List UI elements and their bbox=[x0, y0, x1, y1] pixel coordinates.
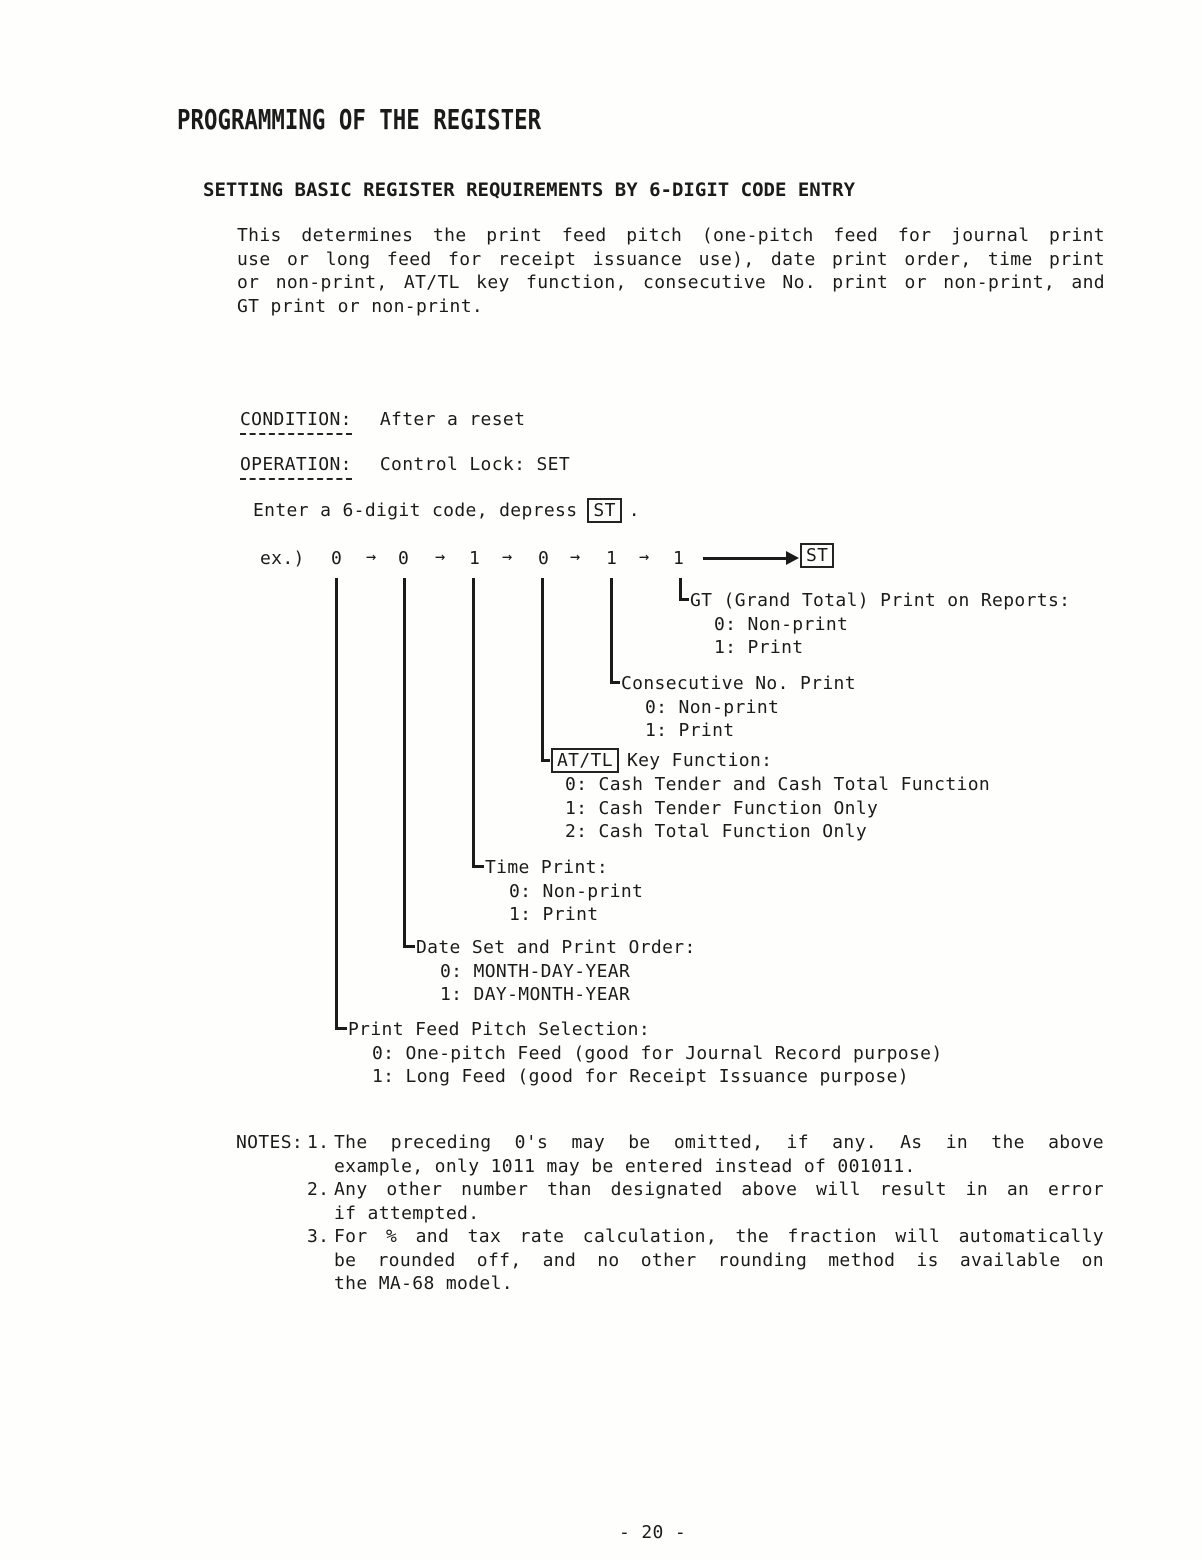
group-option: 0: Non-print bbox=[645, 696, 780, 718]
digit5-explanation-consecutive-no bbox=[621, 672, 856, 743]
connector-elbow-line bbox=[679, 598, 689, 601]
connector-elbow-line bbox=[472, 865, 484, 868]
section-heading: SETTING BASIC REGISTER REQUIREMENTS BY 6-DIGIT CODE ENTRY bbox=[203, 179, 856, 201]
group-heading: Print Feed Pitch Selection: bbox=[348, 1019, 651, 1040]
connector-vertical-line bbox=[610, 578, 613, 684]
group-option: 1: Long Feed (good for Receipt Issuance purpose) bbox=[372, 1066, 909, 1087]
connector-vertical-line bbox=[335, 578, 338, 1030]
arrow-icon: → bbox=[435, 547, 446, 567]
enter-instruction-period: . bbox=[628, 500, 640, 521]
group-option: 1: Print bbox=[509, 904, 599, 925]
group-heading: Consecutive No. Print bbox=[621, 673, 856, 694]
intro-line: or non-print, AT/TL key function, consecutive No. print or non-print, and bbox=[237, 272, 1105, 293]
operation-row bbox=[240, 453, 570, 480]
operation-value: Control Lock: SET bbox=[379, 454, 571, 475]
digit4-explanation-attl-key bbox=[551, 748, 990, 844]
intro-paragraph bbox=[237, 224, 1105, 318]
note-line: example, only 1011 may be entered instead of 001011. bbox=[334, 1155, 916, 1177]
note-number: 3. bbox=[307, 1226, 330, 1247]
long-arrow-icon bbox=[703, 557, 787, 560]
group-heading: Time Print: bbox=[485, 857, 609, 878]
arrow-icon: → bbox=[639, 547, 650, 567]
group-option: 0: MONTH-DAY-YEAR bbox=[440, 960, 631, 982]
operation-label: OPERATION: bbox=[240, 453, 352, 480]
enter-instruction bbox=[253, 498, 640, 523]
arrow-icon: → bbox=[502, 547, 513, 567]
group-option: 1: Cash Tender Function Only bbox=[565, 797, 879, 819]
intro-line: use or long feed for receipt issuance use), date print order, time print bbox=[237, 248, 1105, 270]
connector-elbow-line bbox=[335, 1027, 347, 1030]
group-heading bbox=[551, 748, 990, 773]
group-option: 1: Print bbox=[714, 637, 804, 658]
arrow-icon: → bbox=[570, 547, 581, 567]
code-digit-6: 1 bbox=[673, 548, 685, 569]
connector-elbow-line bbox=[610, 681, 620, 684]
digit3-explanation-time-print bbox=[485, 856, 643, 927]
connector-vertical-line bbox=[472, 578, 475, 868]
connector-elbow-line bbox=[541, 759, 550, 762]
digit6-explanation-gt-print bbox=[690, 589, 1070, 660]
group-option: 0: Cash Tender and Cash Total Function bbox=[565, 774, 991, 795]
condition-value: After a reset bbox=[379, 409, 526, 430]
group-option: 1: Print bbox=[645, 720, 735, 741]
note-item bbox=[307, 1225, 1104, 1296]
intro-line: GT print or non-print. bbox=[237, 295, 484, 317]
note-number: 2. bbox=[307, 1179, 330, 1200]
group-option: 1: DAY-MONTH-YEAR bbox=[440, 984, 631, 1005]
notes-label: NOTES: bbox=[236, 1132, 304, 1153]
group-option: 0: One-pitch Feed (good for Journal Record purpose) bbox=[372, 1042, 943, 1064]
group-option: 0: Non-print bbox=[714, 613, 849, 635]
note-item bbox=[307, 1178, 1104, 1225]
st-key: ST bbox=[587, 498, 621, 523]
attl-key: AT/TL bbox=[551, 748, 619, 773]
intro-line: This determines the print feed pitch (one-pitch feed for journal print bbox=[237, 225, 1105, 246]
arrow-icon: → bbox=[366, 547, 377, 567]
group-option: 0: Non-print bbox=[509, 880, 644, 902]
note-line: be rounded off, and no other rounding method is available on bbox=[334, 1249, 1104, 1271]
note-item bbox=[307, 1131, 1104, 1178]
note-line: if attempted. bbox=[334, 1202, 480, 1224]
code-digit-5: 1 bbox=[606, 548, 618, 569]
condition-label: CONDITION: bbox=[240, 408, 352, 435]
page-number: - 20 - bbox=[619, 1522, 687, 1543]
long-arrow-head-icon bbox=[786, 551, 799, 565]
group-option: 2: Cash Total Function Only bbox=[565, 821, 868, 842]
note-line: The preceding 0's may be omitted, if any. As in the above bbox=[334, 1132, 1104, 1153]
group-heading: GT (Grand Total) Print on Reports: bbox=[690, 590, 1071, 611]
code-digit-1: 0 bbox=[331, 548, 343, 569]
digit1-explanation-print-feed-pitch bbox=[348, 1018, 943, 1089]
page-title: PROGRAMMING OF THE REGISTER bbox=[177, 103, 542, 136]
condition-row bbox=[240, 408, 525, 435]
connector-elbow-line bbox=[403, 945, 415, 948]
note-line: Any other number than designated above will result in an error bbox=[334, 1179, 1104, 1200]
note-line: the MA-68 model. bbox=[334, 1273, 513, 1294]
st-key: ST bbox=[800, 543, 834, 568]
connector-vertical-line bbox=[403, 578, 406, 948]
connector-vertical-line bbox=[541, 578, 544, 762]
code-digit-3: 1 bbox=[469, 548, 481, 569]
note-line: For % and tax rate calculation, the fraction will automatically bbox=[334, 1226, 1104, 1247]
digit2-explanation-date-order bbox=[416, 936, 696, 1007]
group-heading: Date Set and Print Order: bbox=[416, 937, 696, 958]
example-label: ex.) bbox=[260, 548, 305, 569]
code-digit-2: 0 bbox=[398, 548, 410, 569]
note-number: 1. bbox=[307, 1132, 330, 1153]
enter-instruction-text: Enter a 6-digit code, depress bbox=[253, 500, 578, 521]
code-digit-4: 0 bbox=[538, 548, 550, 569]
group-heading-text: Key Function: bbox=[626, 750, 773, 771]
